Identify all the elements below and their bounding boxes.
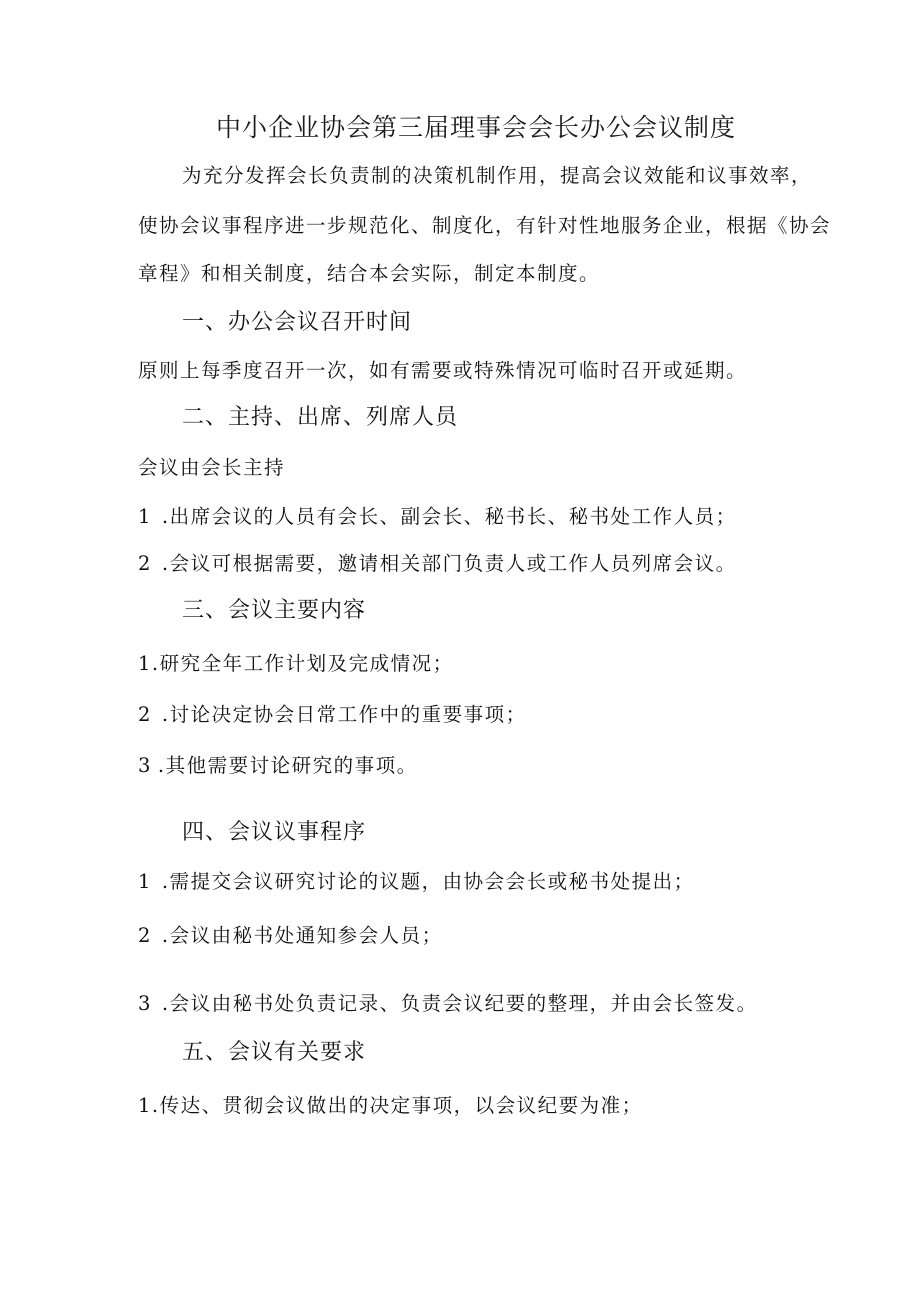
list-item-number: 1 [138,1094,152,1117]
section-heading-3: 三、会议主要内容 [182,598,367,623]
list-item-text: .传达、贯彻会议做出的决定事项，以会议纪要为准； [151,1094,643,1117]
list-item-number: 2 [138,703,152,726]
list-item-text: .会议可根据需要，邀请相关部门负责人或工作人员列席会议。 [161,552,737,575]
list-item-text: .会议由秘书处通知参会人员； [161,924,443,947]
list-item [138,503,737,531]
list-item-number: 2 [138,924,152,947]
list-item-text: .其他需要讨论研究的事项。 [157,754,418,777]
section-heading-4: 四、会议议事程序 [182,820,367,845]
list-item-text: .会议由秘书处负责记录、负责会议纪要的整理，并由会长签发。 [161,992,758,1015]
list-item-number: 2 [138,552,152,575]
list-item-text: .需提交会议研究讨论的议题，由协会会长或秘书处提出； [161,870,695,893]
list-item-number: 3 [138,754,152,777]
section-2-text: 会议由会长主持 [138,456,286,479]
list-item-text: .讨论决定协会日常工作中的重要事项； [161,703,527,726]
list-item-number: 1 [138,505,152,528]
list-item-number: 1 [138,870,152,893]
section-heading-2: 二、主持、出席、列席人员 [182,405,459,430]
list-item-text: .研究全年工作计划及完成情况； [151,652,454,675]
list-item [138,701,527,729]
list-item-number: 3 [138,992,152,1015]
intro-line-3: 章程》和相关制度，结合本会实际，制定本制度。 [138,262,601,285]
intro-line-2: 使协会议事程序进一步规范化、制度化，有针对性地服务企业，根据《协会 [138,214,832,237]
list-item [138,990,758,1018]
page-title: 中小企业协会第三届理事会会长办公会议制度 [216,113,737,142]
section-heading-1: 一、办公会议召开时间 [182,310,413,335]
list-item [138,922,443,950]
intro-line-1: 为充分发挥会长负责制的决策机制作用，提高会议效能和议事效率， [182,164,813,187]
list-item-text: .出席会议的人员有会长、副会长、秘书长、秘书处工作人员； [161,505,737,528]
section-1-text: 原则上每季度召开一次，如有需要或特殊情况可临时召开或延期。 [138,359,748,382]
list-item [138,550,737,578]
section-heading-5: 五、会议有关要求 [182,1040,367,1065]
list-item [138,650,454,678]
list-item [138,752,418,780]
list-item [138,868,695,896]
list-item-number: 1 [138,652,152,675]
list-item [138,1092,643,1120]
